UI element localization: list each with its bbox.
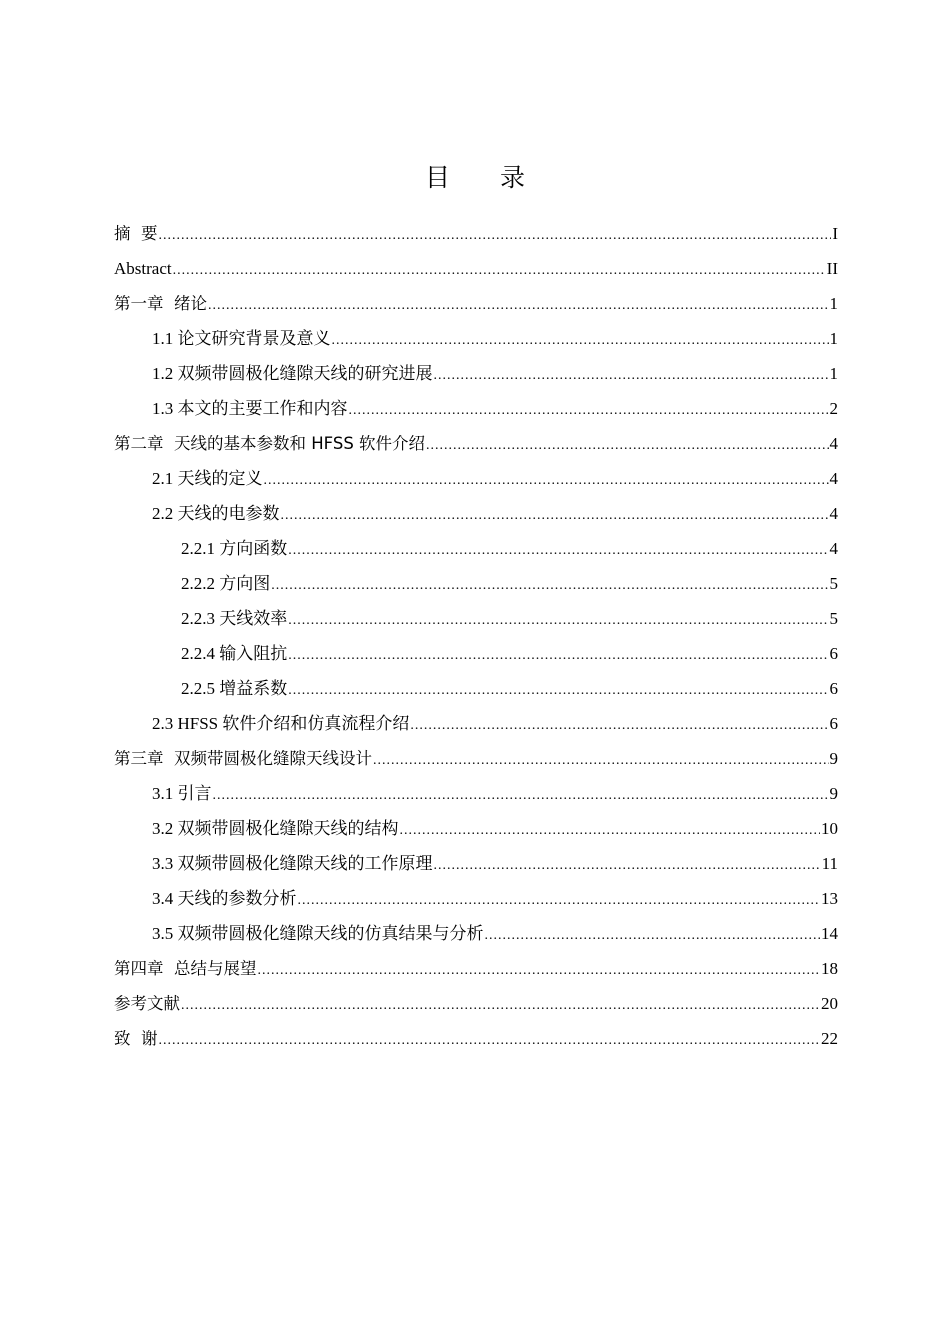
toc-entry-page-number: 9	[829, 749, 838, 768]
toc-entry-page-number: 4	[829, 504, 838, 523]
toc-entry-title: 1.3 本文的主要工作和内容	[152, 399, 348, 418]
toc-entry-page-number: 13	[821, 889, 838, 908]
toc-entry[interactable]	[114, 706, 838, 741]
dot-leader	[173, 253, 826, 288]
dot-leader	[181, 988, 820, 1023]
toc-entry-page-number: 5	[829, 609, 838, 628]
dot-leader	[426, 428, 828, 463]
toc-entry-page-number: 4	[829, 434, 838, 453]
toc-entry[interactable]	[114, 216, 838, 251]
toc-entry-page-number: 1	[829, 364, 838, 383]
toc-entry-title: 2.2.5 增益系数	[181, 679, 288, 698]
dot-leader	[281, 498, 829, 533]
toc-entry-title: 3.1 引言	[152, 784, 212, 803]
toc-entry[interactable]	[114, 286, 838, 321]
dot-leader	[434, 358, 829, 393]
dot-leader	[288, 533, 828, 568]
toc-entry[interactable]	[114, 251, 838, 286]
toc-entry-page-number: 1	[829, 329, 838, 348]
toc-entry-page-number: 11	[821, 854, 838, 873]
toc-entry-page-number: 4	[829, 469, 838, 488]
toc-entry-page-number: 10	[821, 819, 838, 838]
toc-entry[interactable]	[114, 496, 838, 531]
dot-leader	[288, 673, 828, 708]
toc-entry-page-number: 2	[829, 399, 838, 418]
toc-entry[interactable]	[114, 531, 838, 566]
toc-entry-page-number: 4	[829, 539, 838, 558]
toc-entry-title: 2.2.3 天线效率	[181, 609, 288, 628]
toc-entry[interactable]	[114, 671, 838, 706]
toc-entry-title: 2.1 天线的定义	[152, 469, 263, 488]
dot-leader	[332, 323, 829, 358]
toc-entry[interactable]	[114, 321, 838, 356]
toc-entry-page-number: 18	[821, 959, 838, 978]
dot-leader	[264, 463, 829, 498]
toc-entry-title: Abstract	[114, 259, 172, 278]
dot-leader	[400, 813, 821, 848]
dot-leader	[288, 603, 828, 638]
toc-entry-title: 1.2 双频带圆极化缝隙天线的研究进展	[152, 364, 433, 383]
toc-entry-title: 3.5 双频带圆极化缝隙天线的仿真结果与分析	[152, 924, 484, 943]
toc-entry-title: 参考文献	[114, 994, 180, 1013]
toc-entry[interactable]	[114, 741, 838, 776]
toc-entry-page-number: 22	[821, 1029, 838, 1048]
toc-title: 目录	[424, 163, 575, 192]
dot-leader	[485, 918, 821, 953]
toc-entry[interactable]	[114, 566, 838, 601]
toc-entry-title: 第一章 绪论	[114, 294, 207, 313]
dot-leader	[271, 568, 828, 603]
dot-leader	[258, 953, 821, 988]
toc-entry-title: 3.2 双频带圆极化缝隙天线的结构	[152, 819, 399, 838]
dot-leader	[410, 708, 828, 743]
dot-leader	[159, 1023, 821, 1058]
dot-leader	[159, 218, 832, 253]
toc-entry-page-number: 5	[829, 574, 838, 593]
toc-entry-title: 第四章 总结与展望	[114, 959, 257, 978]
toc-entry-title: 2.3 HFSS 软件介绍和仿真流程介绍	[152, 714, 410, 733]
toc-entry-title: 致 谢	[114, 1029, 158, 1048]
toc-entry[interactable]	[114, 426, 838, 461]
toc-entry[interactable]	[114, 1021, 838, 1056]
toc-entry[interactable]	[114, 391, 838, 426]
dot-leader	[288, 638, 828, 673]
toc-entry[interactable]	[114, 776, 838, 811]
dot-leader	[213, 778, 829, 813]
toc-entry[interactable]	[114, 811, 838, 846]
dot-leader	[434, 848, 821, 883]
toc-entry-page-number: 1	[829, 294, 838, 313]
toc-entry[interactable]	[114, 846, 838, 881]
toc-entry[interactable]	[114, 636, 838, 671]
toc-entry[interactable]	[114, 601, 838, 636]
toc-entry-page-number: II	[826, 259, 838, 278]
toc-entry-title: 1.1 论文研究背景及意义	[152, 329, 331, 348]
toc-entry[interactable]	[114, 916, 838, 951]
toc-entry[interactable]	[114, 881, 838, 916]
table-of-contents	[114, 216, 838, 1056]
toc-entry-page-number: 14	[821, 924, 838, 943]
dot-leader	[208, 288, 829, 323]
toc-entry-title: 2.2.1 方向函数	[181, 539, 288, 558]
dot-leader	[349, 393, 829, 428]
toc-entry[interactable]	[114, 986, 838, 1021]
toc-entry-title: 第三章 双频带圆极化缝隙天线设计	[114, 749, 372, 768]
toc-entry-title: 摘 要	[114, 224, 158, 243]
toc-entry-page-number: 9	[829, 784, 838, 803]
toc-entry-title: 3.4 天线的参数分析	[152, 889, 297, 908]
toc-entry[interactable]	[114, 951, 838, 986]
dot-leader	[373, 743, 829, 778]
toc-entry-page-number: 6	[829, 714, 838, 733]
toc-entry-page-number: 6	[829, 679, 838, 698]
toc-entry-title: 2.2.2 方向图	[181, 574, 271, 593]
toc-entry-title: 2.2 天线的电参数	[152, 504, 280, 523]
toc-entry-title: 2.2.4 输入阻抗	[181, 644, 288, 663]
toc-entry-page-number: 20	[821, 994, 838, 1013]
toc-entry-title: 第二章 天线的基本参数和 HFSS 软件介绍	[114, 434, 426, 453]
toc-entry-page-number: 6	[829, 644, 838, 663]
toc-entry[interactable]	[114, 356, 838, 391]
toc-entry[interactable]	[114, 461, 838, 496]
toc-entry-page-number: I	[832, 224, 838, 243]
toc-entry-title: 3.3 双频带圆极化缝隙天线的工作原理	[152, 854, 433, 873]
dot-leader	[298, 883, 821, 918]
